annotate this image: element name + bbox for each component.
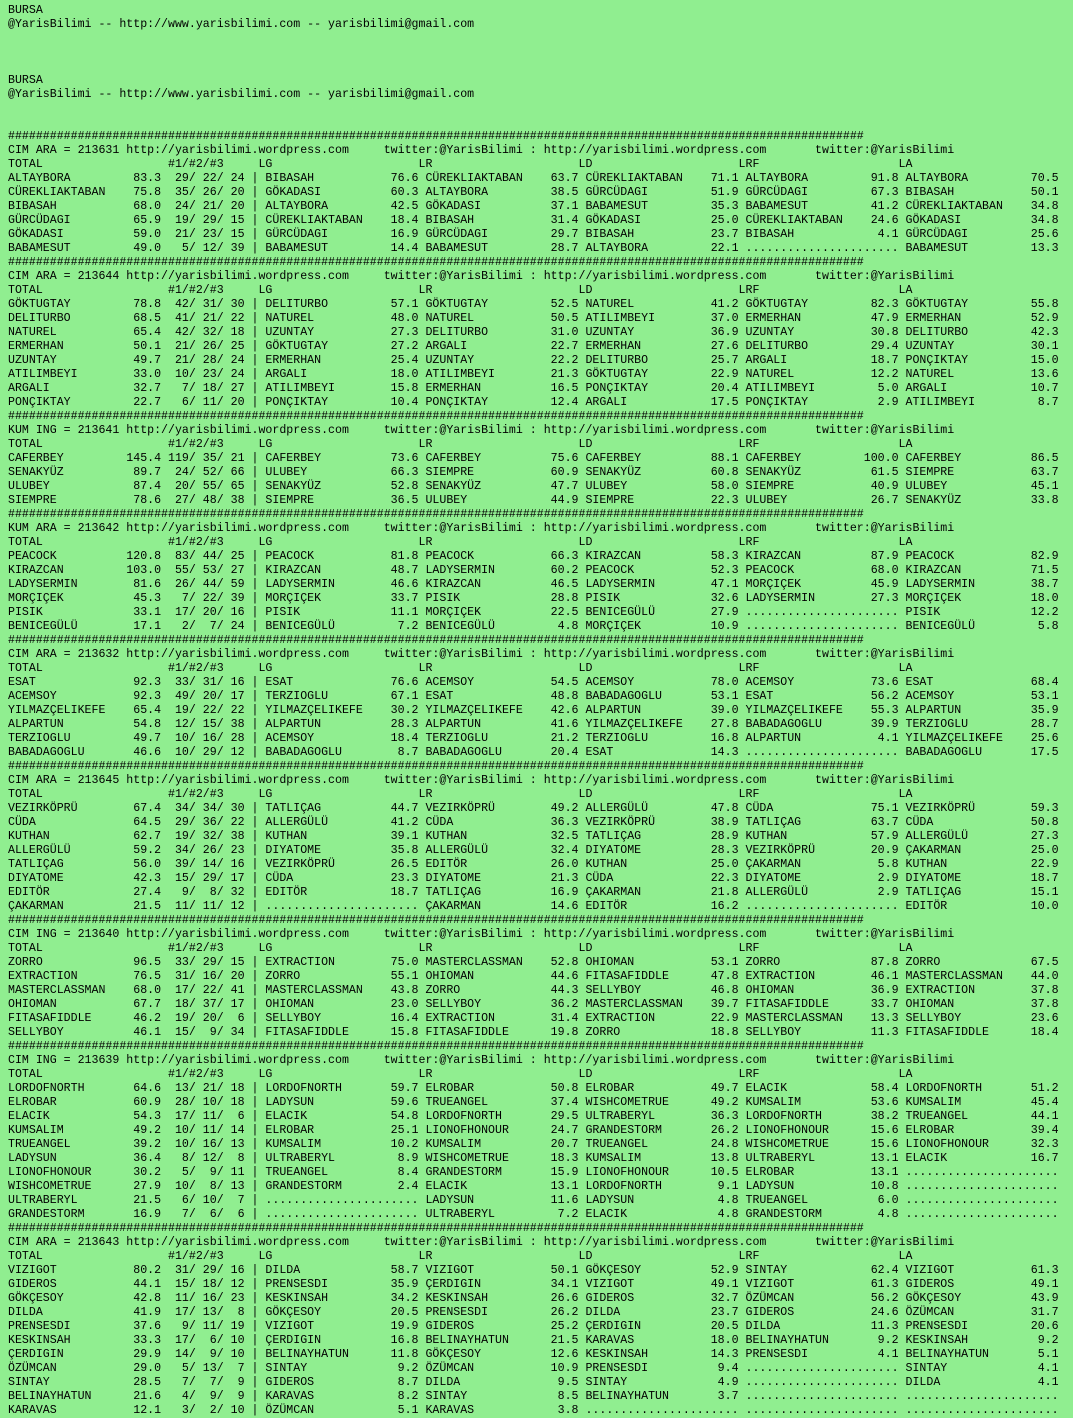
horse-row: ERMERHAN 50.1 21/ 26/ 25 | GÖKTUGTAY 27.2 ARGALI 22.7 ERMERHAN 27.6 DELITURBO 29.4 UZUNTAY 30.1 <box>8 340 1059 353</box>
horse-row: LADYSUN 36.4 8/ 12/ 8 | ULTRABERYL 8.9 WISHCOMETRUE 18.3 KUMSALIM 13.8 ULTRABERYL 13.1 ELACIK 16.7 <box>8 1152 1059 1165</box>
horse-row: TERZIOGLU 49.7 10/ 16/ 28 | ACEMSOY 18.4 TERZIOGLU 21.2 TERZIOGLU 16.8 ALPARTUN 4.1 YILMAZÇELIKEFE 25.6 <box>8 732 1059 745</box>
horse-row: DELITURBO 68.5 41/ 21/ 22 | NATUREL 48.0 NATUREL 50.5 ATILIMBEYI 37.0 ERMERHAN 47.9 ERMERHAN 52.9 <box>8 312 1059 325</box>
horse-row: EXTRACTION 76.5 31/ 16/ 20 | ZORRO 55.1 OHIOMAN 44.6 FITASAFIDDLE 47.8 EXTRACTION 46.1 MASTERCLASSMAN 44.0 <box>8 970 1059 983</box>
horse-row: PONÇIKTAY 22.7 6/ 11/ 20 | PONÇIKTAY 10.4 PONÇIKTAY 12.4 ARGALI 17.5 PONÇIKTAY 2.9 ATILIMBEYI 8.7 <box>8 396 1059 409</box>
section-separator: ########################################################################################################################### <box>8 914 864 927</box>
horse-row: ACEMSOY 92.3 49/ 20/ 17 | TERZIOGLU 67.1 ESAT 48.8 BABADAGOGLU 53.1 ESAT 56.2 ACEMSOY 53.1 <box>8 690 1059 703</box>
column-header-line: TOTAL #1/#2/#3 LG LR LD LRF LA <box>8 438 913 451</box>
section-separator: ########################################################################################################################### <box>8 760 864 773</box>
column-header-line: TOTAL #1/#2/#3 LG LR LD LRF LA <box>8 788 913 801</box>
horse-row: OHIOMAN 67.7 18/ 37/ 17 | OHIOMAN 23.0 SELLYBOY 36.2 MASTERCLASSMAN 39.7 FITASAFIDDLE 33.7 OHIOMAN 37.8 <box>8 998 1059 1011</box>
horse-row: SINTAY 28.5 7/ 7/ 9 | GIDEROS 8.7 DILDA 9.5 SINTAY 4.9 ...................... DILDA 4.1 <box>8 1376 1059 1389</box>
section-separator: ########################################################################################################################### <box>8 256 864 269</box>
city-title: BURSA <box>8 4 43 17</box>
horse-row: PRENSESDI 37.6 9/ 11/ 19 | VIZIGOT 19.9 GIDEROS 25.2 ÇERDIGIN 20.5 DILDA 11.3 PRENSESDI 20.6 <box>8 1320 1059 1333</box>
horse-row: WISHCOMETRUE 27.9 10/ 8/ 13 | GRANDESTORM 2.4 ELACIK 13.1 LORDOFNORTH 9.1 LADYSUN 10.8 ...................... <box>8 1180 1059 1193</box>
horse-row: KUTHAN 62.7 19/ 32/ 38 | KUTHAN 39.1 KUTHAN 32.5 TATLIÇAG 28.9 KUTHAN 57.9 ALLERGÜLÜ 27.3 <box>8 830 1059 843</box>
horse-row: ÖZÜMCAN 29.0 5/ 13/ 7 | SINTAY 9.2 ÖZÜMCAN 10.9 PRENSESDI 9.4 ...................... SINTAY 4.1 <box>8 1362 1059 1375</box>
horse-row: MASTERCLASSMAN 68.0 17/ 22/ 41 | MASTERCLASSMAN 43.8 ZORRO 44.3 SELLYBOY 46.8 OHIOMAN 36.9 EXTRACTION 37.8 <box>8 984 1059 997</box>
horse-row: GÜRCÜDAGI 65.9 19/ 29/ 15 | CÜREKLIAKTABAN 18.4 BIBASAH 31.4 GÖKADASI 25.0 CÜREKLIAKTABAN 24.6 GÖKADASI 34.8 <box>8 214 1059 227</box>
horse-row: ARGALI 32.7 7/ 18/ 27 | ATILIMBEYI 15.8 ERMERHAN 16.5 PONÇIKTAY 20.4 ATILIMBEYI 5.0 ARGALI 10.7 <box>8 382 1059 395</box>
horse-row: KUMSALIM 49.2 10/ 11/ 14 | ELROBAR 25.1 LIONOFHONOUR 24.7 GRANDESTORM 26.2 LIONOFHONOUR 15.6 ELROBAR 39.4 <box>8 1124 1059 1137</box>
horse-row: UZUNTAY 49.7 21/ 28/ 24 | ERMERHAN 25.4 UZUNTAY 22.2 DELITURBO 25.7 ARGALI 18.7 PONÇIKTAY 15.0 <box>8 354 1059 367</box>
column-header-line: TOTAL #1/#2/#3 LG LR LD LRF LA <box>8 662 913 675</box>
horse-row: TATLIÇAG 56.0 39/ 14/ 16 | VEZIRKÖPRÜ 26.5 EDITÖR 26.0 KUTHAN 25.0 ÇAKARMAN 5.8 KUTHAN 22.9 <box>8 858 1059 871</box>
race-header-line: CIM ING = 213639 http://yarisbilimi.wordpress.com twitter:@YarisBilimi : http://yarisbilimi.wordpress.com twitter:@YarisBilimi <box>8 1054 955 1067</box>
column-header-line: TOTAL #1/#2/#3 LG LR LD LRF LA <box>8 1068 913 1081</box>
horse-row: ÇAKARMAN 21.5 11/ 11/ 12 | ...................... ÇAKARMAN 14.6 EDITÖR 16.2 ...................... EDITÖR 10.0 <box>8 900 1059 913</box>
blank-line <box>8 102 1073 116</box>
horse-row: KARAVAS 12.1 3/ 2/ 10 | ÖZÜMCAN 5.1 KARAVAS 3.8 ...................... ...................... ...................... <box>8 1404 1059 1417</box>
column-header-line: TOTAL #1/#2/#3 LG LR LD LRF LA <box>8 536 913 549</box>
horse-row: ULTRABERYL 21.5 6/ 10/ 7 | ...................... LADYSUN 11.6 LADYSUN 4.8 TRUEANGEL 6.0 ...................... <box>8 1194 1059 1207</box>
horse-row: NATUREL 65.4 42/ 32/ 18 | UZUNTAY 27.3 DELITURBO 31.0 UZUNTAY 36.9 UZUNTAY 30.8 DELITURBO 42.3 <box>8 326 1059 339</box>
section-separator: ########################################################################################################################### <box>8 634 864 647</box>
column-header-line: TOTAL #1/#2/#3 LG LR LD LRF LA <box>8 158 913 171</box>
horse-row: GÖKADASI 59.0 21/ 23/ 15 | GÜRCÜDAGI 16.9 GÜRCÜDAGI 29.7 BIBASAH 23.7 BIBASAH 4.1 GÜRCÜDAGI 25.6 <box>8 228 1059 241</box>
horse-row: BABADAGOGLU 46.6 10/ 29/ 12 | BABADAGOGLU 8.7 BABADAGOGLU 20.4 ESAT 14.3 ...................... BABADAGOGLU 17.5 <box>8 746 1059 759</box>
horse-row: GIDEROS 44.1 15/ 18/ 12 | PRENSESDI 35.9 ÇERDIGIN 34.1 VIZIGOT 49.1 VIZIGOT 61.3 GIDEROS 49.1 <box>8 1278 1059 1291</box>
horse-row: LIONOFHONOUR 30.2 5/ 9/ 11 | TRUEANGEL 8.4 GRANDESTORM 15.9 LIONOFHONOUR 10.5 ELROBAR 13.1 ...................... <box>8 1166 1059 1179</box>
horse-row: SELLYBOY 46.1 15/ 9/ 34 | FITASAFIDDLE 15.8 FITASAFIDDLE 19.8 ZORRO 18.8 SELLYBOY 11.3 FITASAFIDDLE 18.4 <box>8 1026 1059 1039</box>
horse-row: ALLERGÜLÜ 59.2 34/ 26/ 23 | DIYATOME 35.8 ALLERGÜLÜ 32.4 DIYATOME 28.3 VEZIRKÖPRÜ 20.9 ÇAKARMAN 25.0 <box>8 844 1059 857</box>
race-header-line: CIM ARA = 213632 http://yarisbilimi.wordpress.com twitter:@YarisBilimi : http://yarisbilimi.wordpress.com twitter:@YarisBilimi <box>8 648 955 661</box>
column-header-line: TOTAL #1/#2/#3 LG LR LD LRF LA <box>8 284 913 297</box>
horse-row: CÜDA 64.5 29/ 36/ 22 | ALLERGÜLÜ 41.2 CÜDA 36.3 VEZIRKÖPRÜ 38.9 TATLIÇAG 63.7 CÜDA 50.8 <box>8 816 1059 829</box>
horse-row: ÇERDIGIN 29.9 14/ 9/ 10 | BELINAYHATUN 11.8 GÖKÇESOY 12.6 KESKINSAH 14.3 PRENSESDI 4.1 BELINAYHATUN 5.1 <box>8 1348 1059 1361</box>
horse-row: LADYSERMIN 81.6 26/ 44/ 59 | LADYSERMIN 46.6 KIRAZCAN 46.5 LADYSERMIN 47.1 MORÇIÇEK 45.9 LADYSERMIN 38.7 <box>8 578 1059 591</box>
horse-row: BIBASAH 68.0 24/ 21/ 20 | ALTAYBORA 42.5 GÖKADASI 37.1 BABAMESUT 35.3 BABAMESUT 41.2 CÜREKLIAKTABAN 34.8 <box>8 200 1059 213</box>
race-header-line: CIM ARA = 213644 http://yarisbilimi.wordpress.com twitter:@YarisBilimi : http://yarisbilimi.wordpress.com twitter:@YarisBilimi <box>8 270 955 283</box>
horse-row: CAFERBEY 145.4 119/ 35/ 21 | CAFERBEY 73.6 CAFERBEY 75.6 CAFERBEY 88.1 CAFERBEY 100.0 CAFERBEY 86.5 <box>8 452 1059 465</box>
horse-row: BENICEGÜLÜ 17.1 2/ 7/ 24 | BENICEGÜLÜ 7.2 BENICEGÜLÜ 4.8 MORÇIÇEK 10.9 ...................... BENICEGÜLÜ 5.8 <box>8 620 1059 633</box>
horse-row: BABAMESUT 49.0 5/ 12/ 39 | BABAMESUT 14.4 BABAMESUT 28.7 ALTAYBORA 22.1 ...................... BABAMESUT 13.3 <box>8 242 1059 255</box>
horse-row: EDITÖR 27.4 9/ 8/ 32 | EDITÖR 18.7 TATLIÇAG 16.9 ÇAKARMAN 21.8 ALLERGÜLÜ 2.9 TATLIÇAG 15.1 <box>8 886 1059 899</box>
blank-line <box>8 46 1073 60</box>
column-header-line: TOTAL #1/#2/#3 LG LR LD LRF LA <box>8 942 913 955</box>
horse-row: GÖKÇESOY 42.8 11/ 16/ 23 | KESKINSAH 34.2 KESKINSAH 26.6 GIDEROS 32.7 ÖZÜMCAN 56.2 GÖKÇESOY 43.9 <box>8 1292 1059 1305</box>
race-header-line: CIM ARA = 213643 http://yarisbilimi.wordpress.com twitter:@YarisBilimi : http://yarisbilimi.wordpress.com twitter:@YarisBilimi <box>8 1236 955 1249</box>
blank-line <box>8 60 1073 74</box>
horse-row: LORDOFNORTH 64.6 13/ 21/ 18 | LORDOFNORTH 59.7 ELROBAR 50.8 ELROBAR 49.7 ELACIK 58.4 LORDOFNORTH 51.2 <box>8 1082 1059 1095</box>
horse-row: BELINAYHATUN 21.6 4/ 9/ 9 | KARAVAS 8.2 SINTAY 8.5 BELINAYHATUN 3.7 ...................... ...................... <box>8 1390 1059 1403</box>
race-header-line: KUM ING = 213641 http://yarisbilimi.wordpress.com twitter:@YarisBilimi : http://yarisbilimi.wordpress.com twitter:@YarisBilimi <box>8 424 955 437</box>
horse-row: ALTAYBORA 83.3 29/ 22/ 24 | BIBASAH 76.6 CÜREKLIAKTABAN 63.7 CÜREKLIAKTABAN 71.1 ALTAYBORA 91.8 ALTAYBORA 70.5 <box>8 172 1059 185</box>
horse-row: KESKINSAH 33.3 17/ 6/ 10 | ÇERDIGIN 16.8 BELINAYHATUN 21.5 KARAVAS 18.0 BELINAYHATUN 9.2 KESKINSAH 9.2 <box>8 1334 1059 1347</box>
race-header-line: KUM ARA = 213642 http://yarisbilimi.wordpress.com twitter:@YarisBilimi : http://yarisbilimi.wordpress.com twitter:@YarisBilimi <box>8 522 955 535</box>
race-header-line: CIM ARA = 213631 http://yarisbilimi.wordpress.com twitter:@YarisBilimi : http://yarisbilimi.wordpress.com twitter:@YarisBilimi <box>8 144 955 157</box>
horse-row: PISIK 33.1 17/ 20/ 16 | PISIK 11.1 MORÇIÇEK 22.5 BENICEGÜLÜ 27.9 ...................... PISIK 12.2 <box>8 606 1059 619</box>
city-title: BURSA <box>8 74 43 87</box>
horse-row: YILMAZÇELIKEFE 65.4 19/ 22/ 22 | YILMAZÇELIKEFE 30.2 YILMAZÇELIKEFE 42.6 ALPARTUN 39.0 YILMAZÇELIKEFE 55.3 ALPARTUN 35.9 <box>8 704 1059 717</box>
race-header-line: CIM ING = 213640 http://yarisbilimi.wordpress.com twitter:@YarisBilimi : http://yarisbilimi.wordpress.com twitter:@YarisBilimi <box>8 928 955 941</box>
section-separator: ########################################################################################################################### <box>8 130 864 143</box>
contact-line: @YarisBilimi -- http://www.yarisbilimi.com -- yarisbilimi@gmail.com <box>8 88 475 101</box>
horse-row: VIZIGOT 80.2 31/ 29/ 16 | DILDA 58.7 VIZIGOT 50.1 GÖKÇESOY 52.9 SINTAY 62.4 VIZIGOT 61.3 <box>8 1264 1059 1277</box>
horse-row: SENAKYÜZ 89.7 24/ 52/ 66 | ULUBEY 66.3 SIEMPRE 60.9 SENAKYÜZ 60.8 SENAKYÜZ 61.5 SIEMPRE 63.7 <box>8 466 1059 479</box>
horse-row: VEZIRKÖPRÜ 67.4 34/ 34/ 30 | TATLIÇAG 44.7 VEZIRKÖPRÜ 49.2 ALLERGÜLÜ 47.8 CÜDA 75.1 VEZIRKÖPRÜ 59.3 <box>8 802 1059 815</box>
horse-row: ELACIK 54.3 17/ 11/ 6 | ELACIK 54.8 LORDOFNORTH 29.5 ULTRABERYL 36.3 LORDOFNORTH 38.2 TRUEANGEL 44.1 <box>8 1110 1059 1123</box>
horse-row: ATILIMBEYI 33.0 10/ 23/ 24 | ARGALI 18.0 ATILIMBEYI 21.3 GÖKTUGTAY 22.9 NATUREL 12.2 NATUREL 13.6 <box>8 368 1059 381</box>
race-header-line: CIM ARA = 213645 http://yarisbilimi.wordpress.com twitter:@YarisBilimi : http://yarisbilimi.wordpress.com twitter:@YarisBilimi <box>8 774 955 787</box>
horse-row: CÜREKLIAKTABAN 75.8 35/ 26/ 20 | GÖKADASI 60.3 ALTAYBORA 38.5 GÜRCÜDAGI 51.9 GÜRCÜDAGI 67.3 BIBASAH 50.1 <box>8 186 1059 199</box>
horse-row: ELROBAR 60.9 28/ 10/ 18 | LADYSUN 59.6 TRUEANGEL 37.4 WISHCOMETRUE 49.2 KUMSALIM 53.6 KUMSALIM 45.4 <box>8 1096 1059 1109</box>
section-separator: ########################################################################################################################### <box>8 410 864 423</box>
horse-row: DILDA 41.9 17/ 13/ 8 | GÖKÇESOY 20.5 PRENSESDI 26.2 DILDA 23.7 GIDEROS 24.6 ÖZÜMCAN 31.7 <box>8 1306 1059 1319</box>
horse-row: GRANDESTORM 16.9 7/ 6/ 6 | ...................... ULTRABERYL 7.2 ELACIK 4.8 GRANDESTORM 4.8 ...................... <box>8 1208 1059 1221</box>
section-separator: ########################################################################################################################### <box>8 508 864 521</box>
horse-row: DIYATOME 42.3 15/ 29/ 17 | CÜDA 23.3 DIYATOME 21.3 CÜDA 22.3 DIYATOME 2.9 DIYATOME 18.7 <box>8 872 1059 885</box>
horse-row: SIEMPRE 78.6 27/ 48/ 38 | SIEMPRE 36.5 ULUBEY 44.9 SIEMPRE 22.3 ULUBEY 26.7 SENAKYÜZ 33.8 <box>8 494 1059 507</box>
column-header-line: TOTAL #1/#2/#3 LG LR LD LRF LA <box>8 1250 913 1263</box>
blank-line <box>8 116 1073 130</box>
horse-row: TRUEANGEL 39.2 10/ 16/ 13 | KUMSALIM 10.2 KUMSALIM 20.7 TRUEANGEL 24.8 WISHCOMETRUE 15.6 LIONOFHONOUR 32.3 <box>8 1138 1059 1151</box>
horse-row: KIRAZCAN 103.0 55/ 53/ 27 | KIRAZCAN 48.7 LADYSERMIN 60.2 PEACOCK 52.3 PEACOCK 68.0 KIRAZCAN 71.5 <box>8 564 1059 577</box>
horse-row: FITASAFIDDLE 46.2 19/ 20/ 6 | SELLYBOY 16.4 EXTRACTION 31.4 EXTRACTION 22.9 MASTERCLASSMAN 13.3 SELLYBOY 23.6 <box>8 1012 1059 1025</box>
horse-row: ULUBEY 87.4 20/ 55/ 65 | SENAKYÜZ 52.8 SENAKYÜZ 47.7 ULUBEY 58.0 SIEMPRE 40.9 ULUBEY 45.1 <box>8 480 1059 493</box>
horse-row: GÖKTUGTAY 78.8 42/ 31/ 30 | DELITURBO 57.1 GÖKTUGTAY 52.5 NATUREL 41.2 GÖKTUGTAY 82.3 GÖKTUGTAY 55.8 <box>8 298 1059 311</box>
horse-row: ALPARTUN 54.8 12/ 15/ 38 | ALPARTUN 28.3 ALPARTUN 41.6 YILMAZÇELIKEFE 27.8 BABADAGOGLU 39.9 TERZIOGLU 28.7 <box>8 718 1059 731</box>
section-separator: ########################################################################################################################### <box>8 1040 864 1053</box>
horse-row: ZORRO 96.5 33/ 29/ 15 | EXTRACTION 75.0 MASTERCLASSMAN 52.8 OHIOMAN 53.1 ZORRO 87.8 ZORRO 67.5 <box>8 956 1059 969</box>
horse-row: PEACOCK 120.8 83/ 44/ 25 | PEACOCK 81.8 PEACOCK 66.3 KIRAZCAN 58.3 KIRAZCAN 87.9 PEACOCK 82.9 <box>8 550 1059 563</box>
blank-line <box>8 32 1073 46</box>
horse-row: MORÇIÇEK 45.3 7/ 22/ 39 | MORÇIÇEK 33.7 PISIK 28.8 PISIK 32.6 LADYSERMIN 27.3 MORÇIÇEK 18.0 <box>8 592 1059 605</box>
section-separator: ########################################################################################################################### <box>8 1222 864 1235</box>
contact-line: @YarisBilimi -- http://www.yarisbilimi.com -- yarisbilimi@gmail.com <box>8 18 475 31</box>
horse-row: ESAT 92.3 33/ 31/ 16 | ESAT 76.6 ACEMSOY 54.5 ACEMSOY 78.0 ACEMSOY 73.6 ESAT 68.4 <box>8 676 1059 689</box>
